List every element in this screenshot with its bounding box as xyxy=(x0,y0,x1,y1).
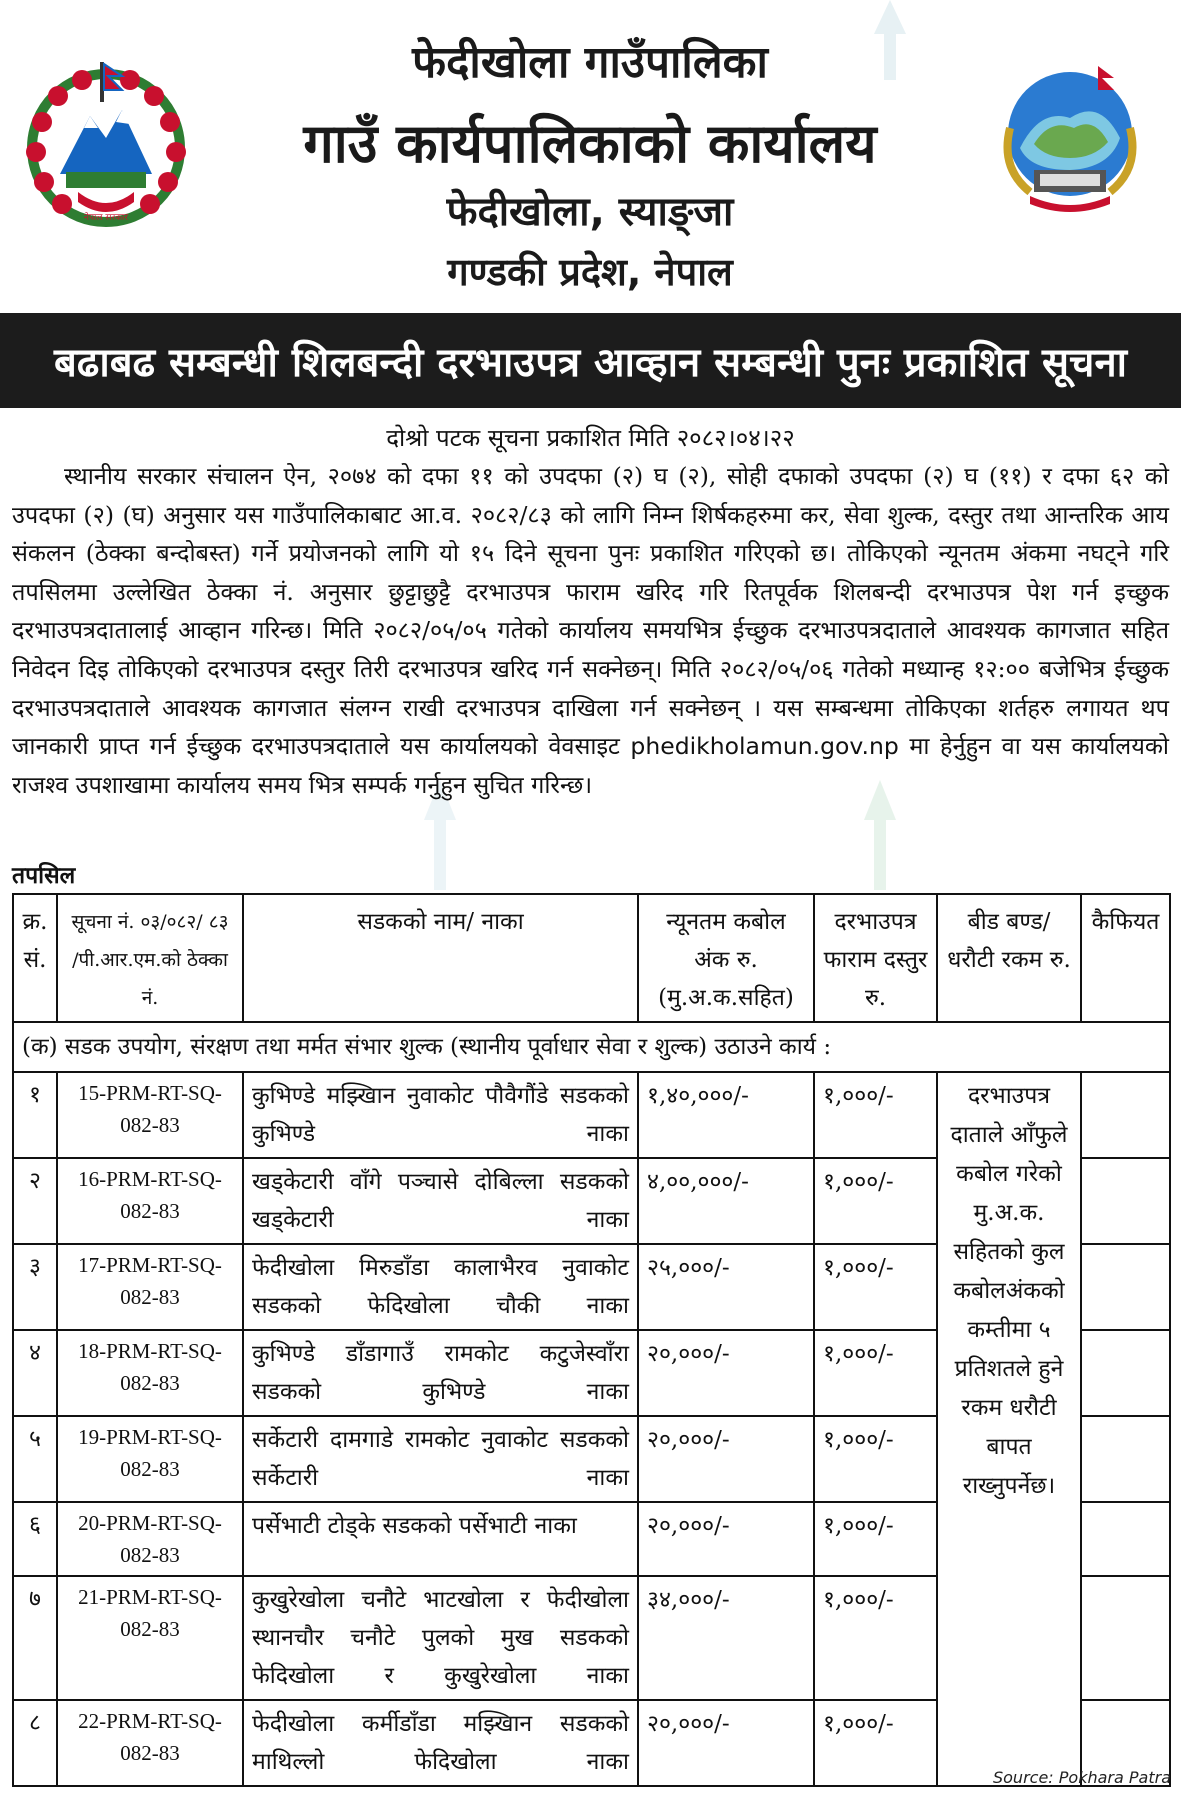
cell-code: 16-PRM-RT-SQ-082-83 xyxy=(57,1158,243,1244)
cell-min-bid: ४,००,०००/- xyxy=(638,1158,814,1244)
cell-sn: ४ xyxy=(13,1330,57,1416)
cell-sn: ५ xyxy=(13,1416,57,1502)
cell-sn: ८ xyxy=(13,1700,57,1786)
cell-sn: १ xyxy=(13,1072,57,1158)
cell-remarks xyxy=(1081,1502,1170,1576)
cell-form-fee: १,०००/- xyxy=(814,1502,937,1576)
cell-min-bid: २५,०००/- xyxy=(638,1244,814,1330)
cell-code: 19-PRM-RT-SQ-082-83 xyxy=(57,1416,243,1502)
header xyxy=(0,0,1181,310)
cell-form-fee: १,०००/- xyxy=(814,1244,937,1330)
header-form-fee: दरभाउपत्र फाराम दस्तुर रु. xyxy=(814,894,937,1022)
svg-text:नेपाल सरकार: नेपाल सरकार xyxy=(83,213,129,223)
nepal-emblem-icon xyxy=(18,62,194,230)
cell-form-fee: १,०००/- xyxy=(814,1072,937,1158)
cell-sn: ६ xyxy=(13,1502,57,1576)
notice-title: बढाबढ सम्बन्धी शिलबन्दी दरभाउपत्र आव्हान सम्बन्धी पुनः प्रकाशित सूचना xyxy=(53,340,1128,386)
notice-body xyxy=(12,457,1169,804)
province-country: गण्डकी प्रदेश, नेपाल xyxy=(447,250,733,294)
section-title: (क) सडक उपयोग, संरक्षण तथा मर्मत संभार शुल्क (स्थानीय पूर्वाधार सेवा र शुल्क) उठाउने कार्य : xyxy=(13,1022,1170,1072)
table-header-row xyxy=(13,894,1170,1022)
cell-min-bid: २०,०००/- xyxy=(638,1502,814,1576)
cell-form-fee: १,०००/- xyxy=(814,1330,937,1416)
cell-min-bid: २०,०००/- xyxy=(638,1416,814,1502)
cell-road: फेदीखोला मिरुडाँडा कालाभैरव नुवाकोट सडकको फेदिखोला चौकी नाका xyxy=(243,1244,638,1330)
section-row xyxy=(13,1022,1170,1072)
cell-bid-bond-note: दरभाउपत्र दाताले आँफुले कबोल गरेको मु.अ.क. सहितको कुल कबोलअंकको कम्तीमा ५ प्रतिशतले हुने रकम धरौटी बापत राख्नुपर्नेछ। xyxy=(937,1072,1081,1786)
office-name: गाउँ कार्यपालिकाको कार्यालय xyxy=(303,112,877,175)
cell-remarks xyxy=(1081,1244,1170,1330)
header-sn: क्र. सं. xyxy=(13,894,57,1022)
header-bid-bond: बीड बण्ड/ धरौटी रकम रु. xyxy=(937,894,1081,1022)
cell-code: 15-PRM-RT-SQ-082-83 xyxy=(57,1072,243,1158)
municipality-logo-icon xyxy=(990,58,1150,218)
notice-body-part2: मा हेर्नुहुन वा यस कार्यालयको राजश्व उपशाखामा कार्यालय समय भित्र सम्पर्क गर्नुहुन सुचित गरिन्छ। xyxy=(12,732,1169,799)
header-remarks: कैफियत xyxy=(1081,894,1170,1022)
schedule-table xyxy=(12,893,1171,1787)
cell-code: 17-PRM-RT-SQ-082-83 xyxy=(57,1244,243,1330)
cell-min-bid: २०,०००/- xyxy=(638,1330,814,1416)
cell-sn: २ xyxy=(13,1158,57,1244)
cell-form-fee: १,०००/- xyxy=(814,1416,937,1502)
cell-remarks xyxy=(1081,1158,1170,1244)
office-location: फेदीखोला, स्याङ्जा xyxy=(446,189,734,235)
publish-date: दोश्रो पटक सूचना प्रकाशित मिति २०८२।०४।२२ xyxy=(386,424,795,452)
cell-road: फेदीखोला कर्मीडाँडा मझ्खिान सडकको माथिल्लो फेदिखोला नाका xyxy=(243,1700,638,1786)
cell-form-fee: १,०००/- xyxy=(814,1700,937,1786)
cell-remarks xyxy=(1081,1576,1170,1700)
cell-road: खड्केटारी वाँगे पञ्चासे दोबिल्ला सडकको खड्केटारी नाका xyxy=(243,1158,638,1244)
cell-code: 21-PRM-RT-SQ-082-83 xyxy=(57,1576,243,1700)
cell-code: 22-PRM-RT-SQ-082-83 xyxy=(57,1700,243,1786)
schedule-label: तपसिल xyxy=(12,862,76,889)
cell-min-bid: १,४०,०००/- xyxy=(638,1072,814,1158)
header-notice-no: सूचना नं. ०३/०८२/ ८३ /पी.आर.एम.को ठेक्का नं. xyxy=(57,894,243,1022)
source-credit: Source: Pokhara Patra xyxy=(992,1768,1171,1787)
cell-code: 18-PRM-RT-SQ-082-83 xyxy=(57,1330,243,1416)
municipality-name: फेदीखोला गाउँपालिका xyxy=(412,37,768,88)
cell-road: कुभिण्डे डाँडागाउँ रामकोट कटुजेस्वाँरा सडकको कुभिण्डे नाका xyxy=(243,1330,638,1416)
cell-road: कुभिण्डे मझ्खिान नुवाकोट पौवैगौंडे सडकको कुभिण्डे नाका xyxy=(243,1072,638,1158)
header-min-bid: न्यूनतम कबोल अंक रु. (मु.अ.क.सहित) xyxy=(638,894,814,1022)
cell-min-bid: २०,०००/- xyxy=(638,1700,814,1786)
cell-remarks xyxy=(1081,1330,1170,1416)
cell-road: कुखुरेखोला चनौटे भाटखोला र फेदीखोला स्थानचौर चनौटे पुलको मुख सडकको फेदिखोला र कुखुरेखोला नाका xyxy=(243,1576,638,1700)
notice-body-part1: स्थानीय सरकार संचालन ऐन, २०७४ को दफा ११ को उपदफा (२) घ (२), सोही दफाको उपदफा (२) घ (११) र दफा ६२ को उपदफा (२) (घ) अनुसार यस गाउँपालिकाबाट आ.व. २०८२/८३ को लागि निम्न शिर्षकहरुमा कर, सेवा शुल्क, दस्तुर तथा आन्तरिक आय संकलन (ठेक्का बन्दोबस्त) गर्ने प्रयोजनको लागि यो १५ दिने सूचना पुनः प्रकाशित गरिएको छ। तोकिएको न्यूनतम अंकमा नघट्ने गरि तपसिलमा उल्लेखित ठेक्का नं. अनुसार छुट्टाछुट्टै दरभाउपत्र फाराम खरिद गरि रितपूर्वक शिलबन्दी दरभाउपत्र पेश गर्न इच्छुक दरभाउपत्रदातालाई आव्हान गरिन्छ। मिति २०८२/०५/०५ गतेको कार्यालय समयभित्र ईच्छुक दरभाउपत्रदाताले आवश्यक कागजात सहित निवेदन दिइ तोकिएको दरभाउपत्र दस्तुर तिरी दरभाउपत्र खरिद गर्न सक्नेछन्। मिति २०८२/०५/०६ गतेको मध्यान्ह १२:०० बजेभित्र ईच्छुक दरभाउपत्रदाताले आवश्यक कागजात संलग्न राखी दरभाउपत्र दाखिला गर्न सक्नेछन् । यस सम्बन्धमा तोकिएका शर्तहरु लगायत थप जानकारी प्राप्त गर्न ईच्छुक दरभाउपत्रदाताले यस कार्यालयको वेवसाइट xyxy=(12,462,1169,761)
cell-min-bid: ३४,०००/- xyxy=(638,1576,814,1700)
cell-remarks xyxy=(1081,1072,1170,1158)
header-road: सडकको नाम/ नाका xyxy=(243,894,638,1022)
cell-remarks xyxy=(1081,1416,1170,1502)
cell-code: 20-PRM-RT-SQ-082-83 xyxy=(57,1502,243,1576)
cell-form-fee: १,०००/- xyxy=(814,1576,937,1700)
cell-road: पर्सेभाटी टोड्के सडकको पर्सेभाटी नाका xyxy=(243,1502,638,1576)
cell-road: सर्केटारी दामगाडे रामकोट नुवाकोट सडकको सर्केटारी नाका xyxy=(243,1416,638,1502)
website-link[interactable]: phedikholamun.gov.np xyxy=(630,732,899,761)
cell-sn: ३ xyxy=(13,1244,57,1330)
cell-form-fee: १,०००/- xyxy=(814,1158,937,1244)
notice-title-banner xyxy=(0,313,1181,408)
cell-sn: ७ xyxy=(13,1576,57,1700)
table-row xyxy=(13,1072,1170,1158)
